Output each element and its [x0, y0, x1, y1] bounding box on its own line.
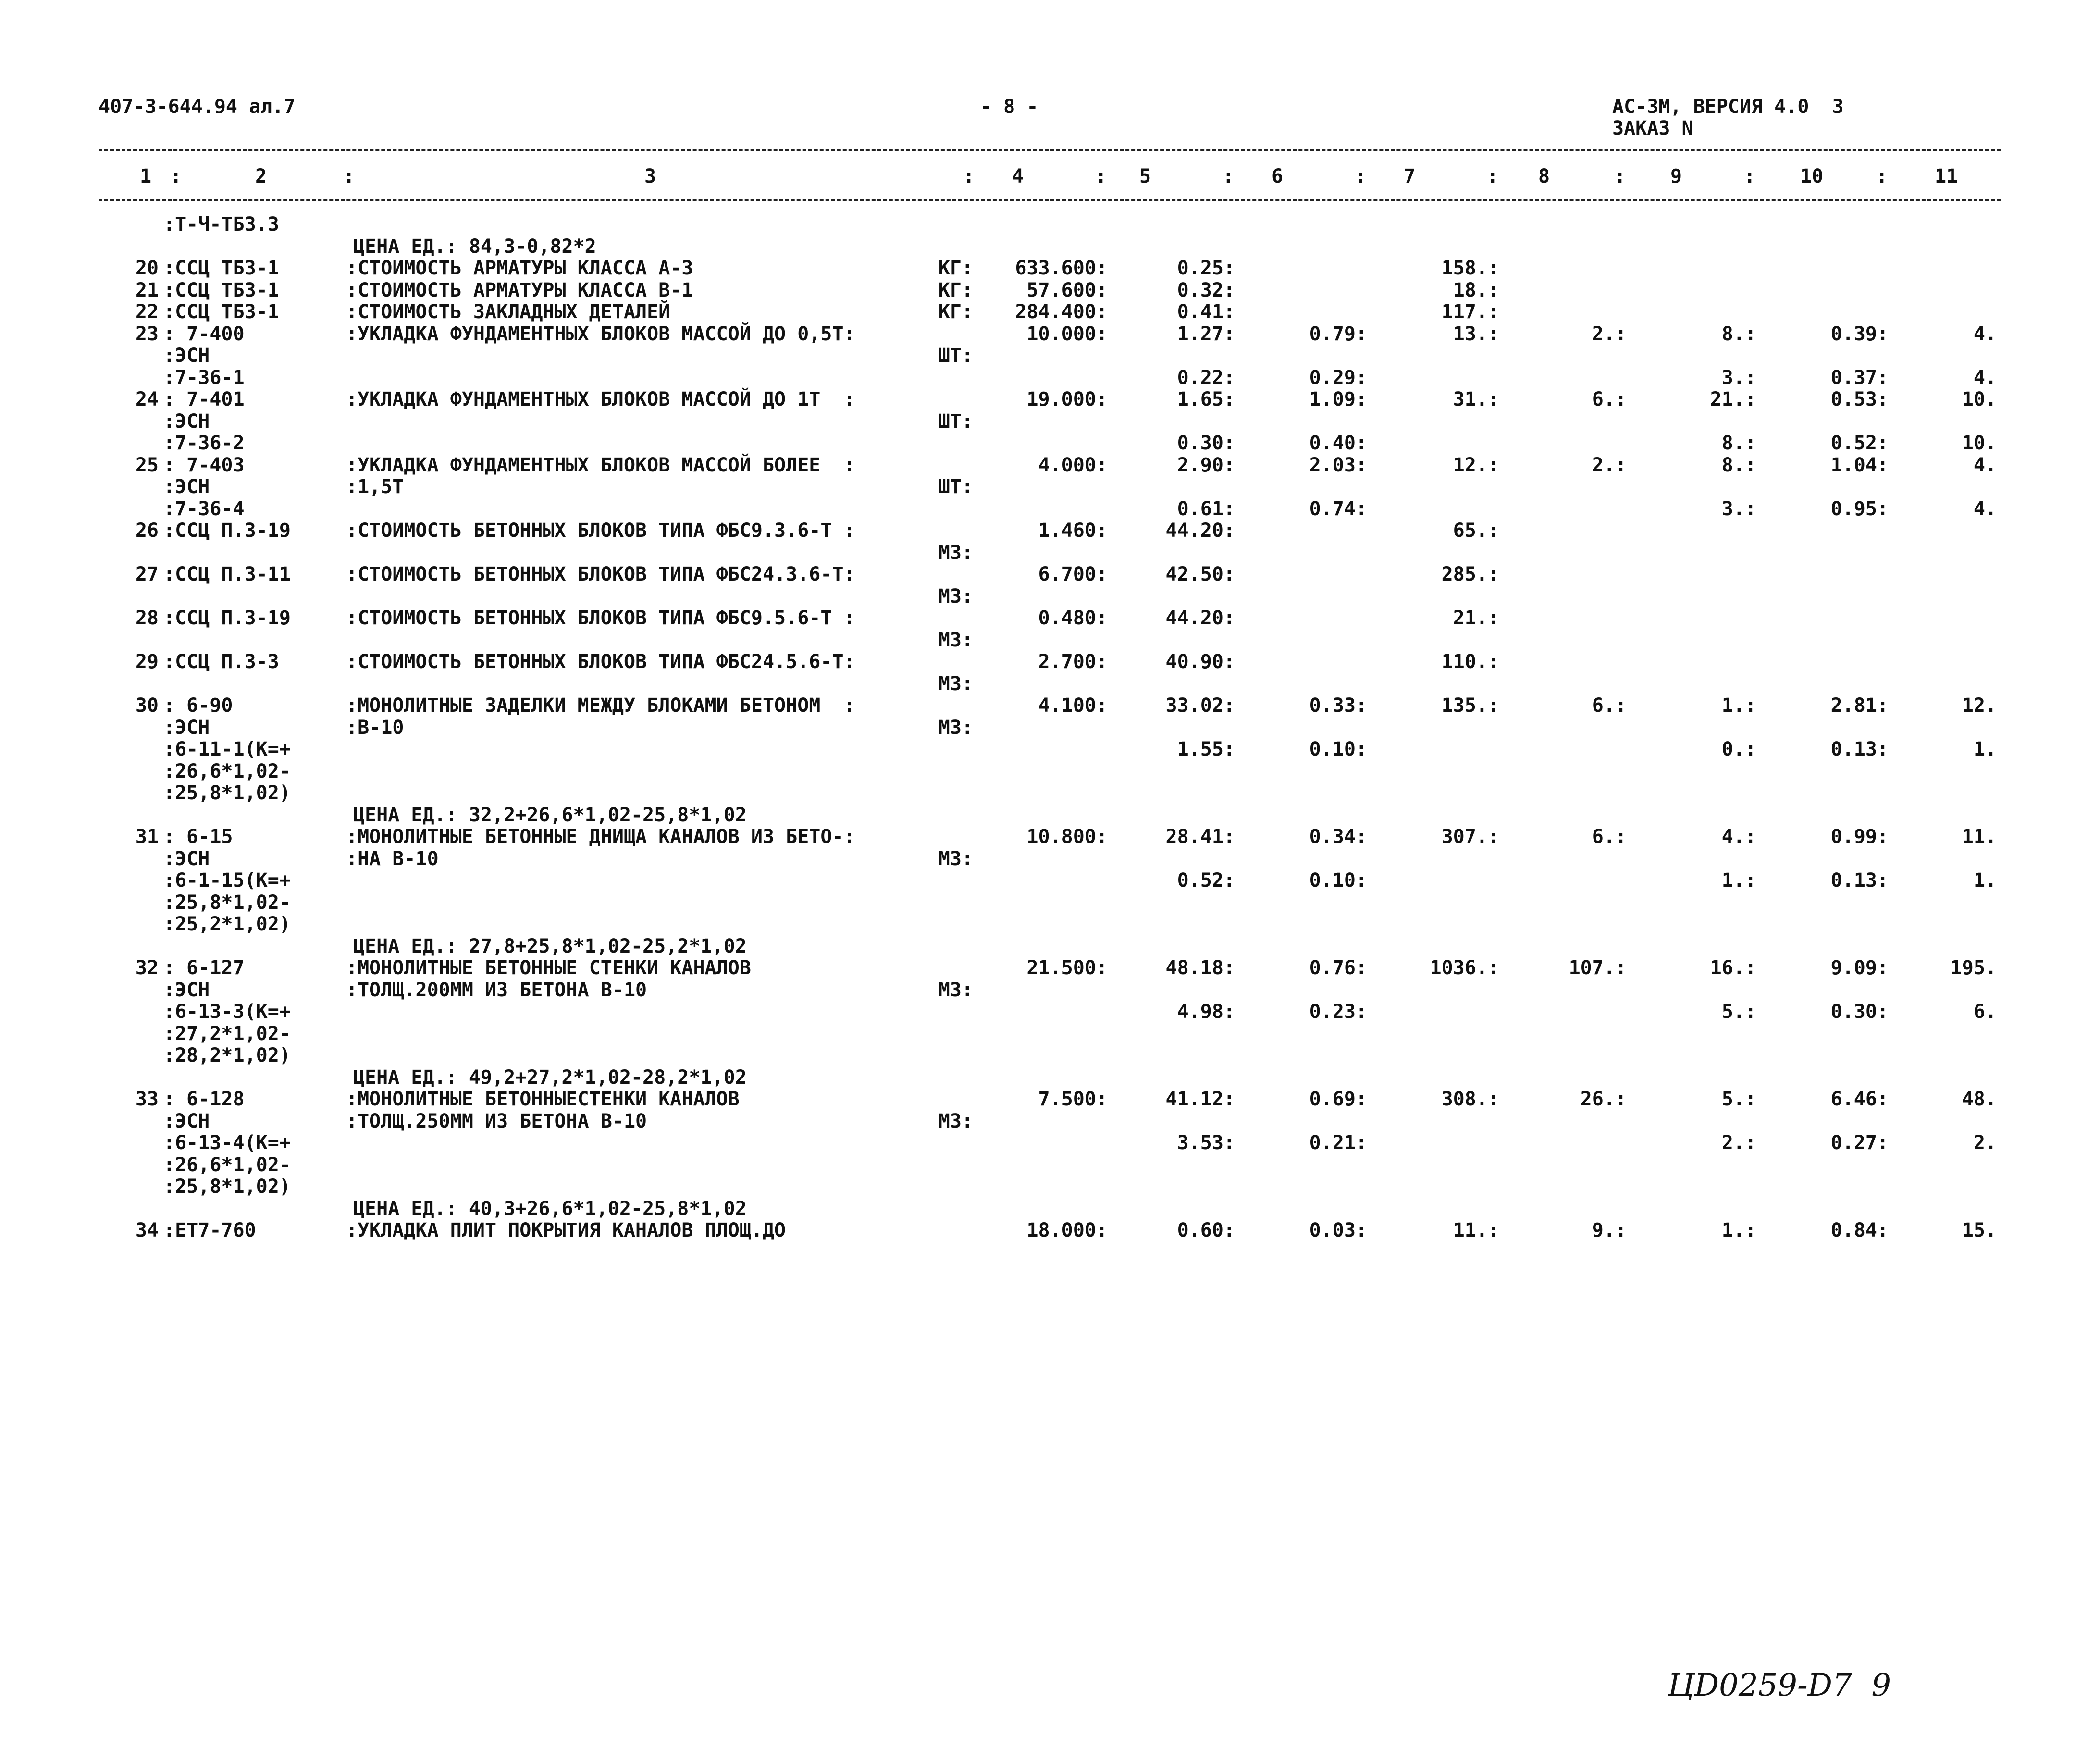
- cell-col-4: 21.500:: [1026, 957, 1108, 979]
- norm-code: :ЭСН: [163, 1110, 210, 1132]
- cell-col-4: 4.000:: [1038, 454, 1108, 476]
- measure-unit: КГ:: [938, 279, 973, 301]
- cell-col-11: 4.: [1973, 323, 1997, 345]
- unit-price-formula: ЦЕНА ЕД.: 27,8+25,8*1,02-25,2*1,02: [353, 935, 747, 957]
- cell-col-4: 10.800:: [1026, 826, 1108, 848]
- item-number: 31: [135, 826, 159, 848]
- norm-code: :7-36-2: [163, 432, 245, 454]
- cell-col-4: 6.700:: [1038, 563, 1108, 585]
- work-description: :ТОЛЩ.250ММ ИЗ БЕТОНА В-10: [346, 1110, 647, 1132]
- cell-col-6: 0.33:: [1309, 694, 1367, 717]
- cell-col-5: 0.52:: [1177, 869, 1235, 892]
- column-separator: :: [170, 165, 182, 187]
- column-separator: :: [1487, 165, 1499, 187]
- cell-col-5: 1.55:: [1177, 738, 1235, 760]
- norm-code: :Т-Ч-ТБ3.3: [163, 213, 279, 235]
- item-number: 29: [135, 651, 159, 673]
- measure-unit: М3:: [938, 542, 973, 564]
- cell-col-10: 0.52:: [1830, 432, 1889, 454]
- work-description: :МОНОЛИТНЫЕ БЕТОННЫЕ СТЕНКИ КАНАЛОВ: [346, 957, 751, 979]
- cell-col-5: 1.27:: [1177, 323, 1235, 345]
- measure-unit: М3:: [938, 979, 973, 1001]
- cell-col-9: 8.:: [1721, 323, 1756, 345]
- cell-col-5: 0.60:: [1177, 1219, 1235, 1241]
- item-number: 20: [135, 257, 159, 279]
- cell-col-11: 1.: [1973, 738, 1997, 760]
- cell-col-11: 195.: [1950, 957, 1997, 979]
- cell-col-11: 2.: [1973, 1132, 1997, 1154]
- cell-col-11: 10.: [1962, 432, 1997, 454]
- cell-col-7: 1036.:: [1430, 957, 1499, 979]
- cell-col-4: 633.600:: [1015, 257, 1108, 279]
- cell-col-9: 2.:: [1721, 1132, 1756, 1154]
- cell-col-7: 158.:: [1441, 257, 1499, 279]
- cell-col-10: 0.99:: [1830, 826, 1889, 848]
- cell-col-5: 48.18:: [1165, 957, 1235, 979]
- norm-code: :6-1-15(К=+: [163, 869, 291, 892]
- work-description: :МОНОЛИТНЫЕ ЗАДЕЛКИ МЕЖДУ БЛОКАМИ БЕТОНОМ :: [346, 694, 855, 717]
- norm-code: : 7-401: [163, 388, 245, 410]
- cell-col-4: 57.600:: [1026, 279, 1108, 301]
- work-description: :СТОИМОСТЬ БЕТОННЫХ БЛОКОВ ТИПА ФБС24.3.6-Т:: [346, 563, 855, 585]
- item-number: 33: [135, 1088, 159, 1110]
- cell-col-4: 18.000:: [1026, 1219, 1108, 1241]
- norm-code: : 6-15: [163, 826, 233, 848]
- cell-col-9: 0.:: [1721, 738, 1756, 760]
- column-header-9: 9: [1670, 165, 1682, 187]
- cell-col-7: 308.:: [1441, 1088, 1499, 1110]
- cell-col-5: 42.50:: [1165, 563, 1235, 585]
- norm-code: :ССЦ П.3-19: [163, 520, 291, 542]
- norm-code: :ССЦ ТБ3-1: [163, 279, 279, 301]
- cell-col-6: 2.03:: [1309, 454, 1367, 476]
- norm-code: : 7-400: [163, 323, 245, 345]
- work-description: :СТОИМОСТЬ ЗАКЛАДНЫХ ДЕТАЛЕЙ: [346, 301, 670, 323]
- cell-col-6: 0.76:: [1309, 957, 1367, 979]
- norm-code: :25,8*1,02): [163, 1176, 291, 1198]
- work-description: :УКЛАДКА ФУНДАМЕНТНЫХ БЛОКОВ МАССОЙ ДО 0,5Т:: [346, 323, 855, 345]
- column-header-5: 5: [1139, 165, 1151, 187]
- cell-col-10: 2.81:: [1830, 694, 1889, 717]
- item-number: 34: [135, 1219, 159, 1241]
- cell-col-10: 0.39:: [1830, 323, 1889, 345]
- cell-col-4: 4.100:: [1038, 694, 1108, 717]
- cell-col-8: 26.:: [1580, 1088, 1627, 1110]
- norm-code: :ССЦ П.3-11: [163, 563, 291, 585]
- cell-col-4: 284.400:: [1015, 301, 1108, 323]
- cell-col-4: 0.480:: [1038, 607, 1108, 629]
- cell-col-7: 135.:: [1441, 694, 1499, 717]
- cell-col-11: 12.: [1962, 694, 1997, 717]
- norm-code: :26,6*1,02-: [163, 760, 291, 782]
- norm-code: :6-11-1(К=+: [163, 738, 291, 760]
- norm-code: :ЭСН: [163, 848, 210, 870]
- item-number: 26: [135, 520, 159, 542]
- column-separator: :: [1355, 165, 1367, 187]
- cell-col-7: 285.:: [1441, 563, 1499, 585]
- measure-unit: М3:: [938, 585, 973, 607]
- cell-col-7: 18.:: [1453, 279, 1499, 301]
- cell-col-7: 110.:: [1441, 651, 1499, 673]
- norm-code: :ЭСН: [163, 345, 210, 367]
- cell-col-10: 0.84:: [1830, 1219, 1889, 1241]
- norm-code: :ЭСН: [163, 979, 210, 1001]
- norm-code: :27,2*1,02-: [163, 1023, 291, 1045]
- column-header-8: 8: [1538, 165, 1550, 187]
- cell-col-5: 0.41:: [1177, 301, 1235, 323]
- cell-col-8: 9.:: [1592, 1219, 1627, 1241]
- column-separator: :: [1223, 165, 1235, 187]
- cell-col-9: 21.:: [1710, 388, 1756, 410]
- column-separator: :: [1095, 165, 1107, 187]
- cell-col-11: 4.: [1973, 454, 1997, 476]
- cell-col-10: 0.13:: [1830, 869, 1889, 892]
- cell-col-6: 0.74:: [1309, 498, 1367, 520]
- measure-unit: М3:: [938, 848, 973, 870]
- item-number: 24: [135, 388, 159, 410]
- column-separator: :: [343, 165, 355, 187]
- column-header-3: 3: [644, 165, 656, 187]
- work-description: :МОНОЛИТНЫЕ БЕТОННЫЕСТЕНКИ КАНАЛОВ: [346, 1088, 740, 1110]
- cell-col-9: 3.:: [1721, 498, 1756, 520]
- cell-col-9: 1.:: [1721, 694, 1756, 717]
- header-top-rule: [99, 149, 2001, 151]
- measure-unit: М3:: [938, 1110, 973, 1132]
- norm-code: :ССЦ П.3-19: [163, 607, 291, 629]
- header-bottom-rule: [99, 199, 2001, 201]
- cell-col-11: 48.: [1962, 1088, 1997, 1110]
- cell-col-6: 0.40:: [1309, 432, 1367, 454]
- item-number: 25: [135, 454, 159, 476]
- cell-col-9: 4.:: [1721, 826, 1756, 848]
- cell-col-8: 2.:: [1592, 454, 1627, 476]
- cell-col-4: 2.700:: [1038, 651, 1108, 673]
- cell-col-7: 31.:: [1453, 388, 1499, 410]
- measure-unit: ШТ:: [938, 345, 973, 367]
- measure-unit: КГ:: [938, 301, 973, 323]
- cell-col-8: 2.:: [1592, 323, 1627, 345]
- item-number: 23: [135, 323, 159, 345]
- cell-col-6: 0.79:: [1309, 323, 1367, 345]
- cell-col-8: 107.:: [1569, 957, 1627, 979]
- cell-col-5: 0.30:: [1177, 432, 1235, 454]
- column-header-1: 1: [140, 165, 152, 187]
- unit-price-formula: ЦЕНА ЕД.: 84,3-0,82*2: [353, 235, 596, 258]
- norm-code: : 7-403: [163, 454, 245, 476]
- cell-col-5: 44.20:: [1165, 607, 1235, 629]
- item-number: 22: [135, 301, 159, 323]
- unit-price-formula: ЦЕНА ЕД.: 49,2+27,2*1,02-28,2*1,02: [353, 1066, 747, 1089]
- handwritten-signature: ЦD0259-D7 9: [1668, 1668, 1891, 1703]
- cell-col-5: 44.20:: [1165, 520, 1235, 542]
- cell-col-5: 3.53:: [1177, 1132, 1235, 1154]
- cell-col-9: 5.:: [1721, 1001, 1756, 1023]
- cell-col-11: 6.: [1973, 1001, 1997, 1023]
- norm-code: :ЭСН: [163, 717, 210, 739]
- cell-col-5: 40.90:: [1165, 651, 1235, 673]
- column-header-11: 11: [1935, 165, 1958, 187]
- cell-col-5: 4.98:: [1177, 1001, 1235, 1023]
- cell-col-7: 307.:: [1441, 826, 1499, 848]
- norm-code: :ССЦ П.3-3: [163, 651, 279, 673]
- cell-col-5: 41.12:: [1165, 1088, 1235, 1110]
- work-description: :СТОИМОСТЬ БЕТОННЫХ БЛОКОВ ТИПА ФБС9.3.6-Т :: [346, 520, 855, 542]
- work-description: :СТОИМОСТЬ БЕТОННЫХ БЛОКОВ ТИПА ФБС9.5.6-Т :: [346, 607, 855, 629]
- cell-col-11: 1.: [1973, 869, 1997, 892]
- cell-col-8: 6.:: [1592, 826, 1627, 848]
- item-number: 32: [135, 957, 159, 979]
- norm-code: : 6-127: [163, 957, 245, 979]
- cell-col-11: 11.: [1962, 826, 1997, 848]
- measure-unit: М3:: [938, 717, 973, 739]
- cell-col-9: 8.:: [1721, 432, 1756, 454]
- norm-code: :ЕТ7-760: [163, 1219, 256, 1241]
- cell-col-6: 0.69:: [1309, 1088, 1367, 1110]
- cell-col-7: 12.:: [1453, 454, 1499, 476]
- unit-price-formula: ЦЕНА ЕД.: 40,3+26,6*1,02-25,8*1,02: [353, 1198, 747, 1220]
- cell-col-5: 1.65:: [1177, 388, 1235, 410]
- cell-col-5: 28.41:: [1165, 826, 1235, 848]
- cell-col-9: 1.:: [1721, 1219, 1756, 1241]
- work-description: :УКЛАДКА ПЛИТ ПОКРЫТИЯ КАНАЛОВ ПЛОЩ.ДО: [346, 1219, 786, 1241]
- norm-code: :ССЦ ТБ3-1: [163, 257, 279, 279]
- cell-col-5: 0.25:: [1177, 257, 1235, 279]
- order-number: ЗАКАЗ N: [1612, 117, 1693, 139]
- cell-col-6: 0.03:: [1309, 1219, 1367, 1241]
- cell-col-10: 0.30:: [1830, 1001, 1889, 1023]
- cell-col-4: 1.460:: [1038, 520, 1108, 542]
- work-description: :СТОИМОСТЬ АРМАТУРЫ КЛАССА В-1: [346, 279, 693, 301]
- unit-price-formula: ЦЕНА ЕД.: 32,2+26,6*1,02-25,8*1,02: [353, 804, 747, 826]
- cell-col-6: 0.23:: [1309, 1001, 1367, 1023]
- cell-col-8: 6.:: [1592, 388, 1627, 410]
- cell-col-7: 21.:: [1453, 607, 1499, 629]
- measure-unit: ШТ:: [938, 410, 973, 433]
- cell-col-11: 4.: [1973, 367, 1997, 389]
- work-description: :В-10: [346, 717, 404, 739]
- work-description: :СТОИМОСТЬ БЕТОННЫХ БЛОКОВ ТИПА ФБС24.5.6-Т:: [346, 651, 855, 673]
- measure-unit: КГ:: [938, 257, 973, 279]
- cell-col-8: 6.:: [1592, 694, 1627, 717]
- norm-code: :25,8*1,02): [163, 782, 291, 804]
- cell-col-10: 9.09:: [1830, 957, 1889, 979]
- cell-col-9: 1.:: [1721, 869, 1756, 892]
- cell-col-11: 15.: [1962, 1219, 1997, 1241]
- work-description: :УКЛАДКА ФУНДАМЕНТНЫХ БЛОКОВ МАССОЙ БОЛЕЕ :: [346, 454, 855, 476]
- norm-code: :6-13-3(К=+: [163, 1001, 291, 1023]
- measure-unit: М3:: [938, 629, 973, 651]
- cell-col-4: 7.500:: [1038, 1088, 1108, 1110]
- cell-col-4: 10.000:: [1026, 323, 1108, 345]
- column-header-2: 2: [255, 165, 267, 187]
- cell-col-10: 6.46:: [1830, 1088, 1889, 1110]
- item-number: 28: [135, 607, 159, 629]
- cell-col-10: 0.27:: [1830, 1132, 1889, 1154]
- cell-col-5: 0.22:: [1177, 367, 1235, 389]
- cell-col-9: 16.:: [1710, 957, 1756, 979]
- norm-code: :ЭСН: [163, 410, 210, 433]
- norm-code: :7-36-1: [163, 367, 245, 389]
- norm-code: :ЭСН: [163, 476, 210, 498]
- norm-code: :7-36-4: [163, 498, 245, 520]
- cell-col-6: 0.21:: [1309, 1132, 1367, 1154]
- cell-col-5: 2.90:: [1177, 454, 1235, 476]
- column-separator: :: [1744, 165, 1756, 187]
- cell-col-5: 0.61:: [1177, 498, 1235, 520]
- work-description: :НА В-10: [346, 848, 439, 870]
- item-number: 27: [135, 563, 159, 585]
- cell-col-10: 0.53:: [1830, 388, 1889, 410]
- work-description: :УКЛАДКА ФУНДАМЕНТНЫХ БЛОКОВ МАССОЙ ДО 1Т :: [346, 388, 855, 410]
- cell-col-5: 0.32:: [1177, 279, 1235, 301]
- norm-code: :25,8*1,02-: [163, 892, 291, 914]
- norm-code: :6-13-4(К=+: [163, 1132, 291, 1154]
- item-number: 21: [135, 279, 159, 301]
- column-separator: :: [1876, 165, 1888, 187]
- page-number: - 8 -: [980, 96, 1038, 118]
- column-header-10: 10: [1800, 165, 1824, 187]
- cell-col-6: 1.09:: [1309, 388, 1367, 410]
- measure-unit: М3:: [938, 673, 973, 695]
- cell-col-10: 0.37:: [1830, 367, 1889, 389]
- cell-col-9: 8.:: [1721, 454, 1756, 476]
- cell-col-7: 13.:: [1453, 323, 1499, 345]
- cell-col-10: 0.13:: [1830, 738, 1889, 760]
- program-version: АС-3М, ВЕРСИЯ 4.0 3: [1612, 96, 1844, 118]
- norm-code: : 6-128: [163, 1088, 245, 1110]
- cell-col-5: 33.02:: [1165, 694, 1235, 717]
- norm-code: :25,2*1,02): [163, 913, 291, 935]
- cell-col-6: 0.10:: [1309, 869, 1367, 892]
- norm-code: :28,2*1,02): [163, 1044, 291, 1066]
- cell-col-6: 0.34:: [1309, 826, 1367, 848]
- norm-code: : 6-90: [163, 694, 233, 717]
- work-description: :СТОИМОСТЬ АРМАТУРЫ КЛАССА А-3: [346, 257, 693, 279]
- column-header-7: 7: [1404, 165, 1416, 187]
- norm-code: :ССЦ ТБ3-1: [163, 301, 279, 323]
- cell-col-4: 19.000:: [1026, 388, 1108, 410]
- document-id: 407-3-644.94 ал.7: [99, 96, 296, 118]
- measure-unit: ШТ:: [938, 476, 973, 498]
- cell-col-9: 5.:: [1721, 1088, 1756, 1110]
- cell-col-7: 65.:: [1453, 520, 1499, 542]
- norm-code: :26,6*1,02-: [163, 1154, 291, 1176]
- work-description: :МОНОЛИТНЫЕ БЕТОННЫЕ ДНИЩА КАНАЛОВ ИЗ БЕТО-:: [346, 826, 855, 848]
- cell-col-6: 0.29:: [1309, 367, 1367, 389]
- item-number: 30: [135, 694, 159, 717]
- cell-col-10: 0.95:: [1830, 498, 1889, 520]
- cell-col-7: 117.:: [1441, 301, 1499, 323]
- cell-col-11: 4.: [1973, 498, 1997, 520]
- column-header-6: 6: [1272, 165, 1284, 187]
- column-separator: :: [963, 165, 975, 187]
- cell-col-10: 1.04:: [1830, 454, 1889, 476]
- cell-col-11: 10.: [1962, 388, 1997, 410]
- column-header-4: 4: [1012, 165, 1024, 187]
- cell-col-9: 3.:: [1721, 367, 1756, 389]
- column-separator: :: [1614, 165, 1626, 187]
- work-description: :1,5Т: [346, 476, 404, 498]
- cell-col-7: 11.:: [1453, 1219, 1499, 1241]
- work-description: :ТОЛЩ.200ММ ИЗ БЕТОНА В-10: [346, 979, 647, 1001]
- cell-col-6: 0.10:: [1309, 738, 1367, 760]
